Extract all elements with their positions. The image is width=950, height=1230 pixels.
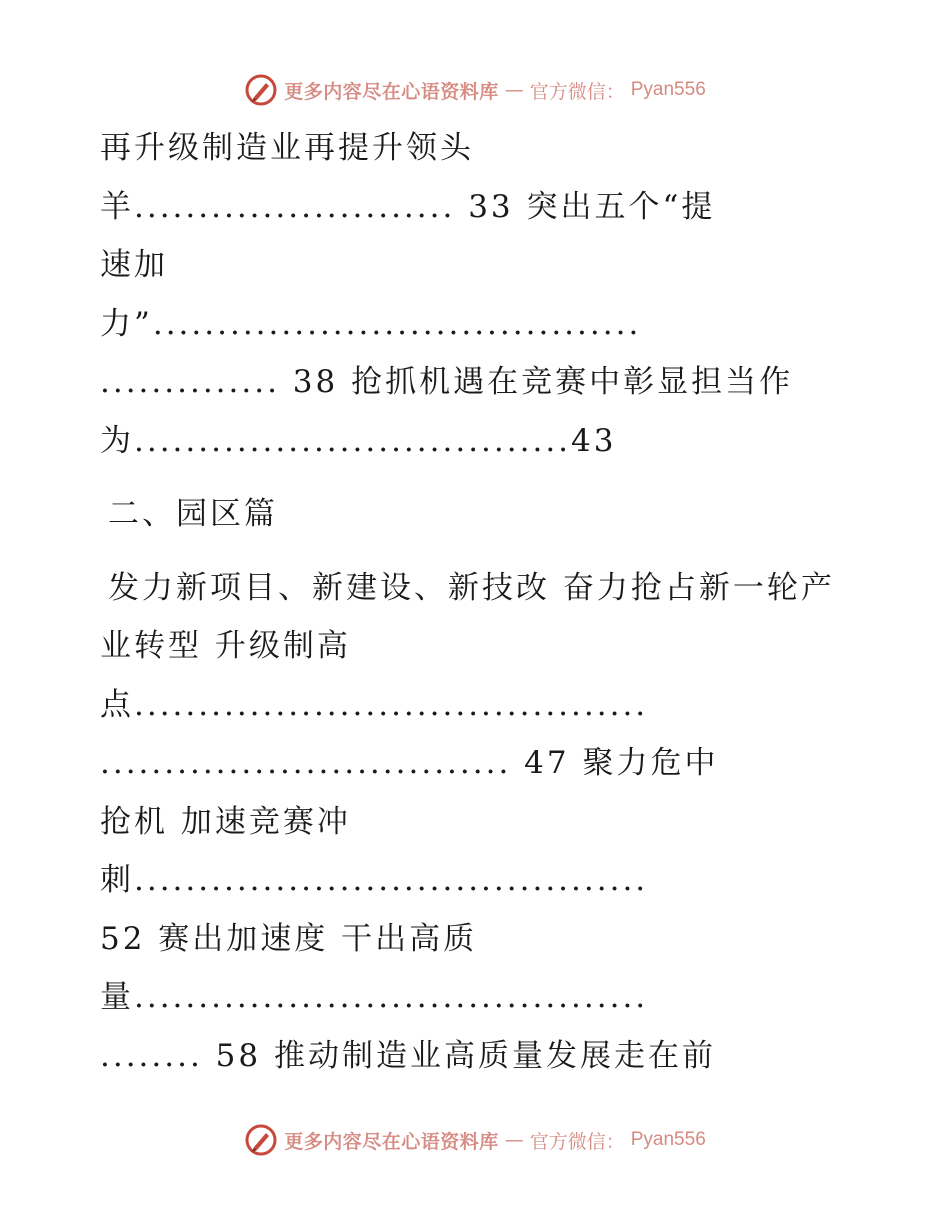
banner-dash: — [504,1129,524,1151]
banner-slogan: 更多内容尽在心语资料库 [284,80,499,103]
toc-line: 发力新项目、新建设、新技改 奋力抢占新一轮产 [108,570,835,606]
toc-line: 抢机 加速竞赛冲 [100,804,351,840]
toc-line: 点........................................ [100,687,649,723]
toc-line: 再升级制造业再提升领头 [100,130,474,166]
toc-line: 52 赛出加速度 干出高质 [100,921,478,957]
footer-banner [0,1120,950,1160]
banner-wechat-id: Pyan556 [630,79,706,100]
toc-line: 刺........................................ [100,862,649,898]
toc-line: 力”...................................... [100,306,642,342]
header-banner [0,70,950,110]
section-heading: 二、园区篇 [108,496,278,532]
toc-line: 业转型 升级制高 [100,628,351,664]
toc-line: 为..................................43 [100,423,617,459]
toc-line: 羊......................... 33 突出五个“提 [100,189,716,225]
banner-wechat-id: Pyan556 [630,1129,706,1150]
banner-wechat-label: 官方微信： [529,80,625,103]
toc-line: 量........................................ [100,979,649,1015]
toc-line: ........ 58 推动制造业高质量发展走在前 [100,1038,716,1074]
toc-line: .............. 38 抢抓机遇在竞赛中彰显担当作 [100,364,794,400]
banner-slogan: 更多内容尽在心语资料库 [284,1130,499,1153]
toc-line: 速加 [100,247,168,283]
toc-line: ................................ 47 聚力危中 [100,745,719,781]
banner-dash: — [504,79,524,101]
banner-wechat-label: 官方微信： [529,1130,625,1153]
pen-logo-icon [244,1123,278,1157]
pen-logo-icon [244,73,278,107]
